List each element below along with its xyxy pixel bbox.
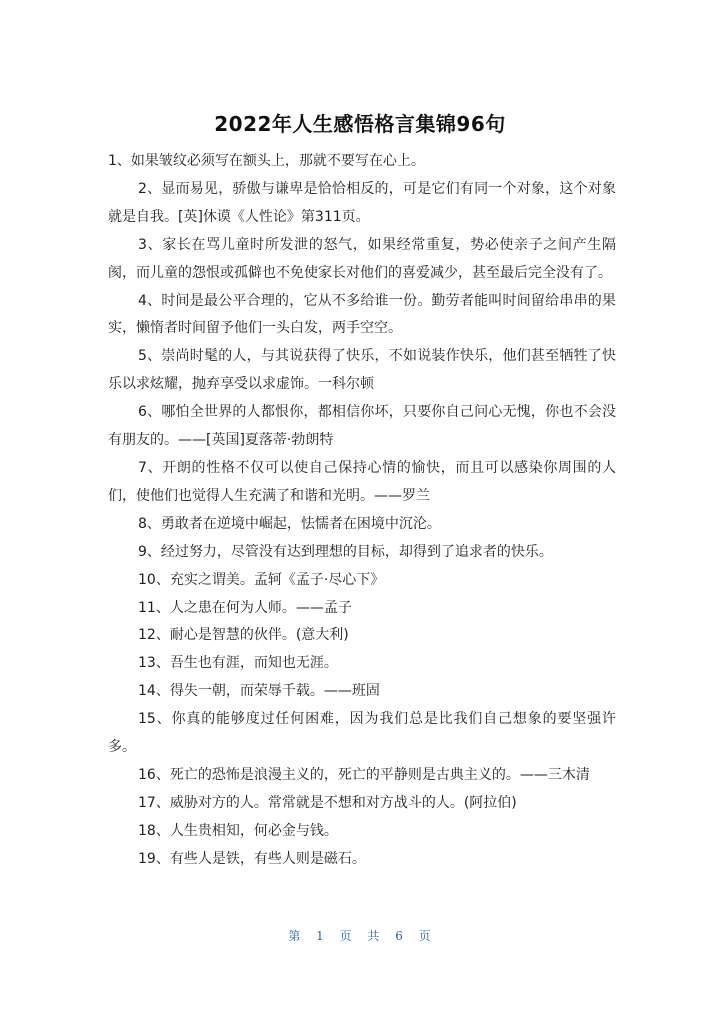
paragraph-4: 4、时间是最公平合理的，它从不多给谁一份。勤劳者能叫时间留给串串的果实，懒惰者时间留予他们一头白发，两手空空。 xyxy=(108,292,616,337)
document-title: 2022年人生感悟格言集锦96句 xyxy=(214,112,506,136)
paragraph-10: 10、充实之谓美。孟轲《孟子·尽心下》 xyxy=(138,571,385,588)
paragraph-3: 3、家长在骂儿童时所发泄的怒气，如果经常重复，势必使亲子之间产生隔阂，而儿童的怨恨或孤僻也不免使家长对他们的喜爱减少，甚至最后完全没有了。 xyxy=(108,236,616,281)
paragraph-5: 5、崇尚时髦的人，与其说获得了快乐，不如说装作快乐，他们甚至牺牲了快乐以求炫耀，抛弃享受以求虚饰。一科尔顿 xyxy=(108,348,616,393)
paragraph-19: 19、有些人是铁，有些人则是磁石。 xyxy=(138,850,366,867)
paragraph-2: 2、显而易见，骄傲与谦卑是恰恰相反的，可是它们有同一个对象，这个对象就是自我。[英]休谟《人性论》第311页。 xyxy=(108,180,616,225)
page-number-footer: 第 1 页 共 6 页 xyxy=(288,929,432,943)
paragraph-15: 15、你真的能够度过任何困难，因为我们总是比我们自己想象的要坚强许多。 xyxy=(108,711,616,756)
paragraph-1: 1、如果皱纹必须写在额头上，那就不要写在心上。 xyxy=(108,153,425,169)
document-body xyxy=(108,148,616,874)
paragraph-12: 12、耐心是智慧的伙伴。(意大利) xyxy=(138,627,349,644)
paragraph-13: 13、吾生也有涯，而知也无涯。 xyxy=(138,655,338,672)
paragraph-17: 17、威胁对方的人。常常就是不想和对方战斗的人。(阿拉伯) xyxy=(138,794,517,811)
paragraph-16: 16、死亡的恐怖是浪漫主义的，死亡的平静则是古典主义的。——三木清 xyxy=(138,766,590,783)
paragraph-6: 6、哪怕全世界的人都恨你，都相信你坏，只要你自己问心无愧，你也不会没有朋友的。——[英国]夏落蒂·勃朗特 xyxy=(108,404,616,449)
paragraph-14: 14、得失一朝，而荣辱千载。——班固 xyxy=(138,683,380,700)
paragraph-8: 8、勇敢者在逆境中崛起，怯懦者在困境中沉沦。 xyxy=(138,515,441,532)
paragraph-18: 18、人生贵相知，何必金与钱。 xyxy=(138,822,338,839)
paragraph-11: 11、人之患在何为人师。——孟子 xyxy=(138,599,352,616)
paragraph-7: 7、开朗的性格不仅可以使自己保持心情的愉快，而且可以感染你周围的人们，使他们也觉得人生充满了和谐和光明。——罗兰 xyxy=(108,459,616,504)
paragraph-9: 9、经过努力，尽管没有达到理想的目标，却得到了追求者的快乐。 xyxy=(138,543,553,560)
